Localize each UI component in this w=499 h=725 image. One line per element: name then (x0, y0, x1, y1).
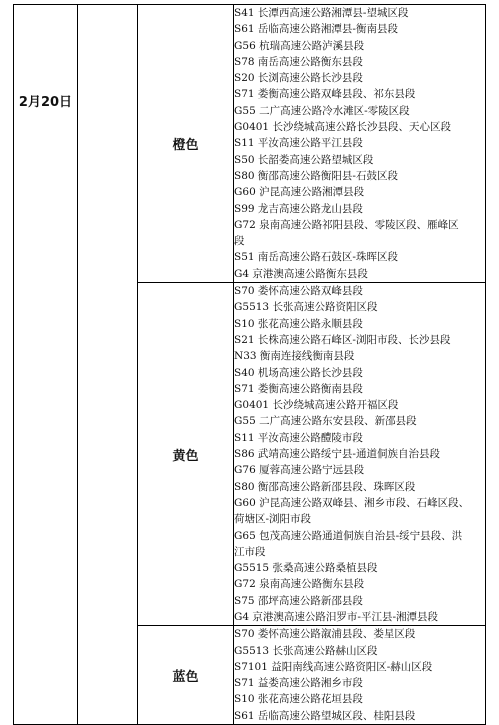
road-section-line: G55 二广高速公路东安县段、新邵县段 (234, 415, 417, 428)
road-section-line: S21 长株高速公路石峰区-浏阳市段、长沙县段 (234, 333, 451, 346)
level-cell-yellow (138, 283, 234, 626)
blank-column-cell (78, 5, 138, 725)
road-section-line: G55 二广高速公路冷水滩区-零陵区段 (234, 104, 410, 117)
road-section-line: G4 京港澳高速公路衡东县段 (234, 267, 368, 280)
road-section-line: S11 平汝高速公路平江县段 (234, 137, 363, 150)
road-section-line: G5513 长张高速公路资阳区段 (234, 301, 378, 314)
road-section-line: S10 张花高速公路永顺县段 (234, 317, 363, 330)
roads-cell-orange (234, 5, 486, 283)
road-section-line: G5515 张桑高速公路桑植县段 (234, 562, 378, 575)
road-section-line: G65 包茂高速公路通道侗族自治县-绥宁县段、洪 (234, 529, 463, 542)
road-section-line: 段 (234, 235, 245, 248)
road-section-line: S11 平汝高速公路醴陵市段 (234, 431, 363, 444)
road-section-line: G0401 长沙绕城高速公路长沙县段、天心区段 (234, 121, 451, 134)
road-section-line: G72 泉南高速公路衡东县段 (234, 578, 365, 591)
road-section-line: S40 机场高速公路长沙县段 (234, 366, 363, 379)
road-section-line: S71 娄衡高速公路衡南县段 (234, 382, 363, 395)
road-section-line: S61 岳临高速公路湘潭县-衡南县段 (234, 23, 398, 36)
road-section-line: S80 衡邵高速公路新邵县段、珠晖区段 (234, 480, 416, 493)
road-section-line: S20 长浏高速公路长沙县段 (234, 72, 363, 85)
road-section-line: G4 京港澳高速公路汨罗市-平江县-湘潭县段 (234, 610, 439, 623)
road-section-line: S70 娄怀高速公路双峰县段 (234, 285, 363, 298)
road-section-line: G60 沪昆高速公路双峰县、湘乡市段、石峰区段、 (234, 496, 470, 509)
roads-cell-yellow (234, 283, 486, 626)
road-section-line: S80 衡邵高速公路衡阳县-石鼓区段 (234, 169, 398, 182)
road-section-line: S70 娄怀高速公路溆浦县段、娄星区段 (234, 628, 416, 641)
road-section-line: 荷塘区-浏阳市段 (234, 513, 312, 526)
road-section-line: S99 龙吉高速公路龙山县段 (234, 202, 363, 215)
road-section-line: S50 长韶娄高速公路望城区段 (234, 153, 374, 166)
road-section-line: G76 厦蓉高速公路宁远县段 (234, 464, 365, 477)
warning-table (13, 4, 486, 725)
level-label-orange: 橙色 (172, 138, 199, 154)
road-section-line: S41 长潭西高速公路湘潭县-望城区段 (234, 7, 409, 19)
road-section-line: G0401 长沙绕城高速公路开福区段 (234, 399, 399, 412)
road-section-line: S75 邵坪高速公路新邵县段 (234, 594, 363, 607)
road-section-line: S86 武靖高速公路绥宁县-通道侗族自治县段 (234, 448, 440, 461)
road-section-line: 江市段 (234, 545, 266, 558)
road-section-line: G60 沪昆高速公路湘潭县段 (234, 186, 365, 199)
date-label: 2月20日 (18, 95, 73, 110)
road-section-line: G72 泉南高速公路祁阳县段、零陵区段、雁峰区 (234, 218, 459, 231)
date-cell (14, 5, 78, 725)
level-label-blue: 蓝色 (172, 669, 199, 685)
level-label-yellow: 黄色 (172, 448, 199, 464)
road-section-line: S61 岳临高速公路望城区段、桂阳县段 (234, 709, 416, 722)
road-section-line: G56 杭瑞高速公路泸溪县段 (234, 39, 365, 52)
road-section-line: S7101 益阳南线高速公路资阳区-赫山区段 (234, 660, 433, 673)
road-section-line: S78 南岳高速公路衡东县段 (234, 55, 363, 68)
road-section-line: G5513 长张高速公路赫山区段 (234, 644, 378, 657)
road-section-line: N33 衡南连接线衡南县段 (234, 350, 355, 363)
table-row (14, 5, 486, 283)
level-cell-orange (138, 5, 234, 283)
road-section-line: S51 南岳高速公路石鼓区-珠晖区段 (234, 251, 398, 264)
road-section-line: S71 益娄高速公路湘乡市段 (234, 677, 363, 690)
road-section-line: S10 张花高速公路花垣县段 (234, 693, 363, 706)
road-section-line: S71 娄衡高速公路双峰县段、祁东县段 (234, 88, 416, 101)
